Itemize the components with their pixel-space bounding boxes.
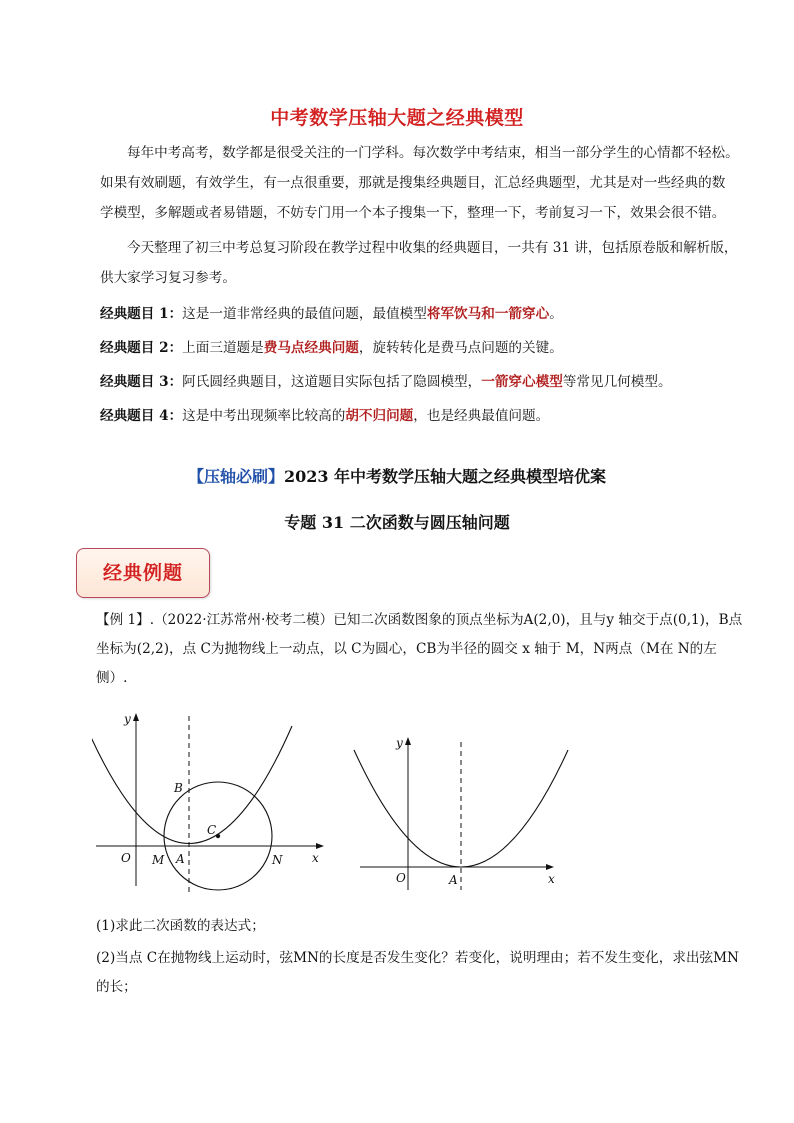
label-n: N — [272, 853, 283, 867]
topic-title: 专题 31 二次函数与圆压轴问题 — [284, 513, 510, 532]
item-text: 上面三道题是 — [182, 340, 264, 356]
text-line: 侧）. — [96, 670, 128, 686]
label-x: x — [312, 851, 319, 865]
label-b: B — [174, 781, 183, 795]
label-y: y — [124, 712, 131, 726]
item-highlight: 费马点经典问题 — [263, 340, 359, 356]
label-x: x — [548, 872, 555, 886]
example-heading-label: 经典例题 — [102, 562, 183, 584]
x-axis-arrow-icon — [546, 864, 554, 870]
classic-problem-item — [100, 331, 720, 365]
text-line: 【例 1】.（2022·江苏常州·校考二模）已知二次函数图象的顶点坐标为A(2,0)，且与y 轴交于点(0,1)，B点 — [96, 612, 743, 628]
item-label: 经典题目 2： — [100, 340, 183, 356]
text-line: 坐标为(2,2)，点 C为抛物线上一动点，以 C为圆心，CB为半径的圆交 x 轴于 M，N两点（M在 N的左 — [96, 641, 717, 657]
item-text: 阿氏圆经典题目，这道题目实际包括了隐圆模型， — [182, 374, 482, 390]
item-highlight: 胡不归问题 — [345, 408, 414, 424]
classic-problem-item — [100, 297, 720, 331]
label-a: A — [449, 873, 458, 887]
question-2 — [96, 944, 739, 1002]
classic-problem-item — [100, 399, 720, 433]
section-title-text: 2023 年中考数学压轴大题之经典模型培优案 — [283, 467, 607, 486]
item-highlight: 将军饮马和一箭穿心 — [426, 306, 550, 322]
figure-parabola-circle — [92, 706, 332, 896]
classic-problem-item — [100, 365, 720, 399]
item-label: 经典题目 4： — [100, 408, 183, 424]
point-c — [216, 834, 220, 838]
parabola-curve — [92, 726, 292, 844]
label-y: y — [396, 736, 403, 750]
main-title: 中考数学压轴大题之经典模型 — [270, 107, 524, 129]
item-text: 这是中考出现频率比较高的 — [182, 408, 346, 424]
label-o: O — [396, 871, 406, 885]
text-line: 学模型，多解题或者易错题，不妨专门用一个本子搜集一下，整理一下，考前复习一下，效果会很不错。 — [100, 205, 726, 221]
text-line: (2)当点 C在抛物线上运动时，弦MN的长度是否发生变化？若变化，说明理由；若不发生变化，求出弦MN — [96, 950, 739, 966]
item-text: 。 — [549, 306, 563, 322]
item-label: 经典题目 1： — [100, 306, 183, 322]
label-o: O — [121, 851, 131, 865]
text-line: 每年中考高考，数学都是很受关注的一门学科。每次数学中考结束，相当一部分学生的心情都不轻松。 — [127, 145, 739, 161]
question-1 — [96, 912, 736, 941]
text-line: 今天整理了初三中考总复习阶段在教学过程中收集的经典题目，一共有 31 讲，包括原卷版和解析版， — [127, 240, 738, 256]
y-axis-arrow-icon — [133, 713, 139, 721]
section-bracket: 【压轴必刷】 — [187, 467, 284, 486]
label-a: A — [176, 852, 185, 866]
text-line: (1)求此二次函数的表达式； — [96, 918, 265, 934]
intro-paragraph-1 — [100, 138, 739, 228]
item-text: ，旋转转化是费马点问题的关键。 — [358, 340, 563, 356]
label-m: M — [152, 853, 165, 867]
figure-parabola — [350, 730, 570, 895]
problem-statement — [96, 606, 743, 693]
classic-problem-list — [100, 297, 720, 433]
y-axis-arrow-icon — [405, 737, 411, 745]
item-text: 等常见几何模型。 — [562, 374, 672, 390]
section-title — [0, 464, 794, 487]
example-heading-box — [76, 548, 210, 598]
item-text: ，也是经典最值问题。 — [413, 408, 550, 424]
x-axis-arrow-icon — [316, 843, 324, 849]
label-c: C — [207, 823, 217, 837]
text-line: 供大家学习复习参考。 — [100, 270, 236, 286]
item-highlight: 一箭穿心模型 — [481, 374, 563, 390]
text-line: 如果有效刷题，有效学生，有一点很重要，那就是搜集经典题目，汇总经典题型，尤其是对一些经典的数 — [100, 175, 726, 191]
intro-paragraph-2 — [100, 233, 738, 293]
item-text: 这是一道非常经典的最值问题，最值模型 — [182, 306, 427, 322]
text-line: 的长； — [96, 979, 137, 995]
item-label: 经典题目 3： — [100, 374, 183, 390]
